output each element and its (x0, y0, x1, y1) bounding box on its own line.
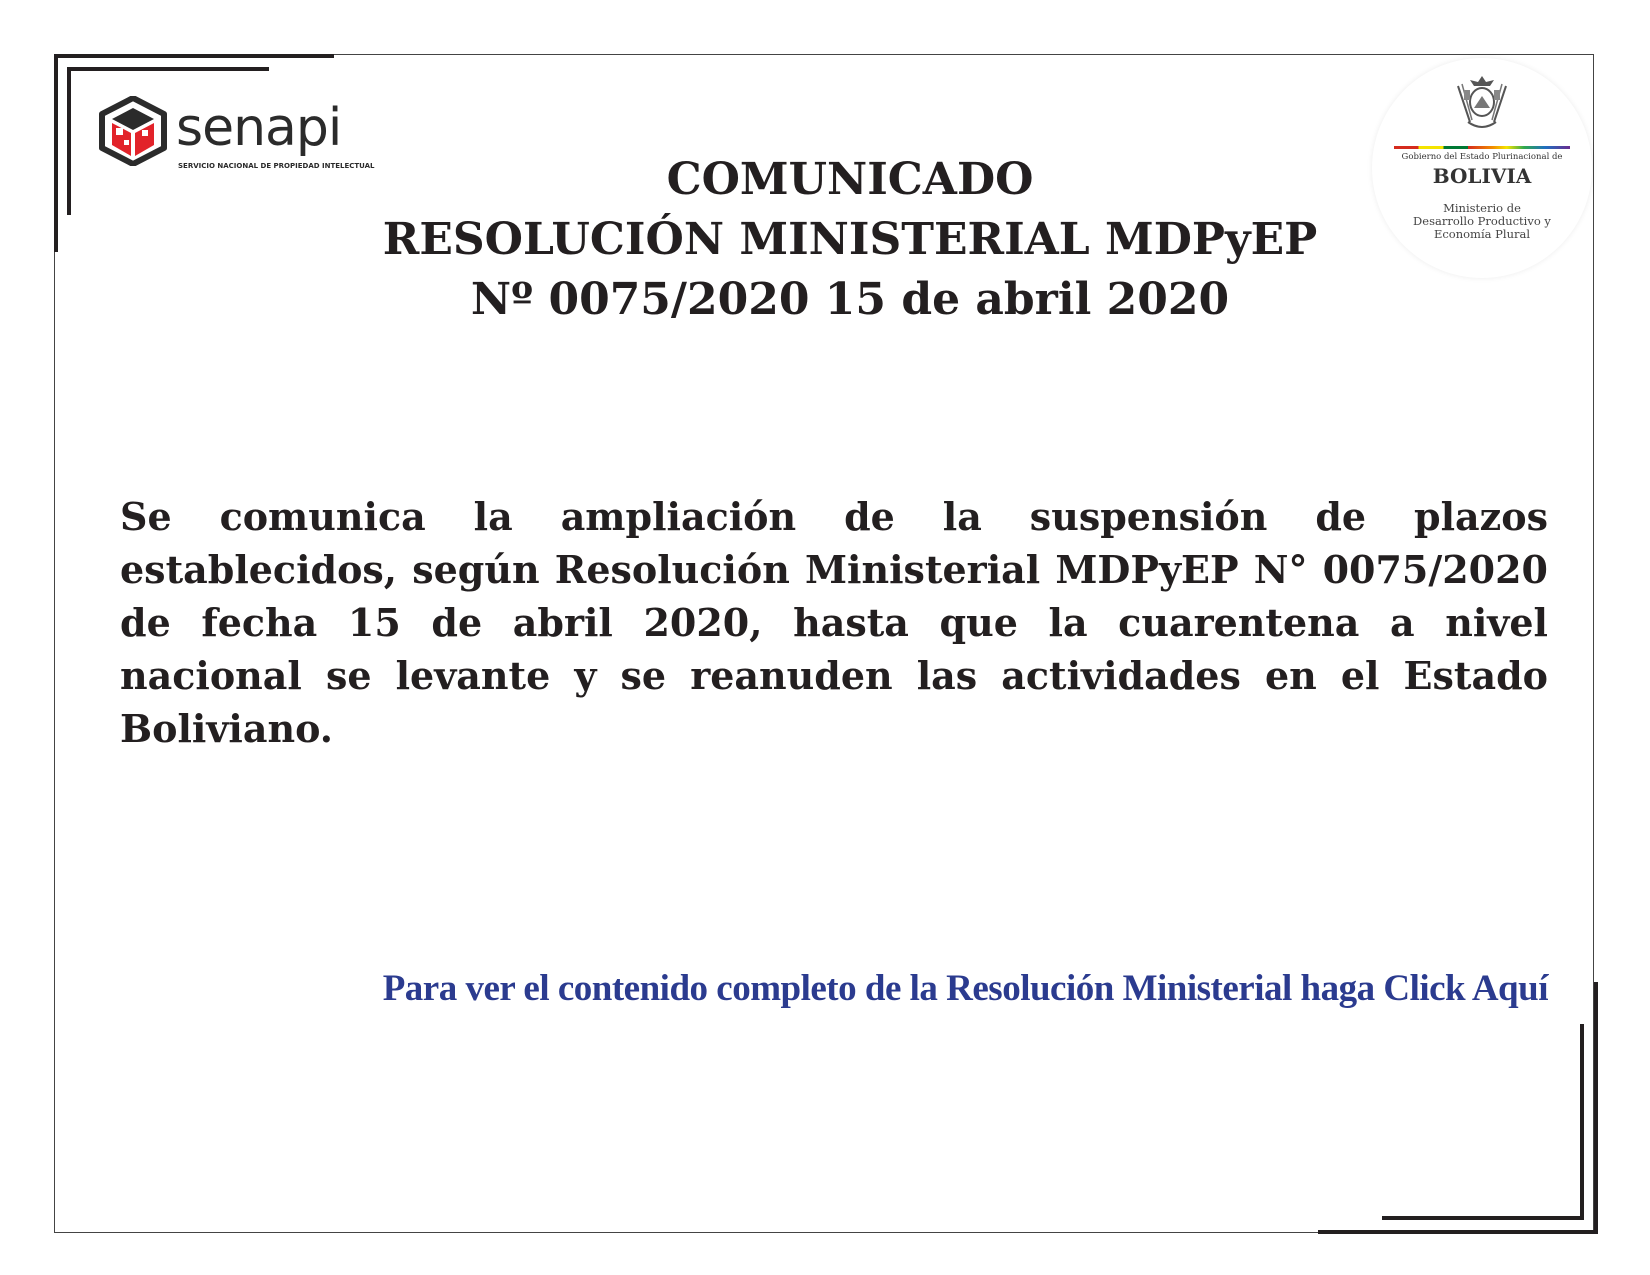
title-line-1: COMUNICADO (666, 154, 1034, 205)
corner-decoration-top-left-outer-v (54, 54, 58, 252)
seal-government-text: Gobierno del Estado Plurinacional de (1401, 152, 1563, 162)
seal-country-text: BOLIVIA (1432, 164, 1532, 188)
full-resolution-link[interactable]: Para ver el contenido completo de la Resolución Ministerial haga Click Aquí (382, 968, 1548, 1009)
bolivia-ministry-seal (1372, 58, 1592, 278)
page-title (300, 150, 1400, 330)
corner-decoration-top-left-outer-h (54, 54, 334, 58)
senapi-wordmark: senapi (176, 98, 342, 158)
seal-ministry-line-3: Economía Plural (1433, 227, 1531, 241)
announcement-paragraph: Se comunica la ampliación de la suspensión de plazos establecidos, según Resolución Ministerial MDPyEP N° 0075/2020 de fecha 15 de abril 2020, hasta que la cuarentena a nivel nacional se levante y se reanuden las actividades en el Estado Boliviano. (120, 494, 1548, 751)
senapi-tagline: SERVICIO NACIONAL DE PROPIEDAD INTELECTUAL (178, 162, 375, 170)
corner-decoration-top-left-inner-h (67, 67, 269, 71)
seal-ministry-text (1382, 202, 1582, 241)
corner-decoration-bottom-right-outer-v (1594, 982, 1598, 1234)
bolivia-coat-of-arms-icon (1450, 72, 1514, 136)
corner-decoration-bottom-right-inner-h (1382, 1216, 1584, 1220)
title-line-3: Nº 0075/2020 15 de abril 2020 (470, 274, 1230, 325)
seal-ministry-line-2: Desarrollo Productivo y (1413, 214, 1551, 228)
corner-decoration-bottom-right-outer-h (1318, 1230, 1598, 1234)
seal-ministry-line-1: Ministerio de (1443, 201, 1521, 215)
senapi-cube-icon (98, 96, 168, 166)
title-line-2: RESOLUCIÓN MINISTERIAL MDPyEP (382, 214, 1318, 265)
corner-decoration-bottom-right-inner-v (1580, 1024, 1584, 1220)
wiphala-stripe (1394, 146, 1570, 149)
corner-decoration-top-left-inner-v (67, 67, 71, 215)
